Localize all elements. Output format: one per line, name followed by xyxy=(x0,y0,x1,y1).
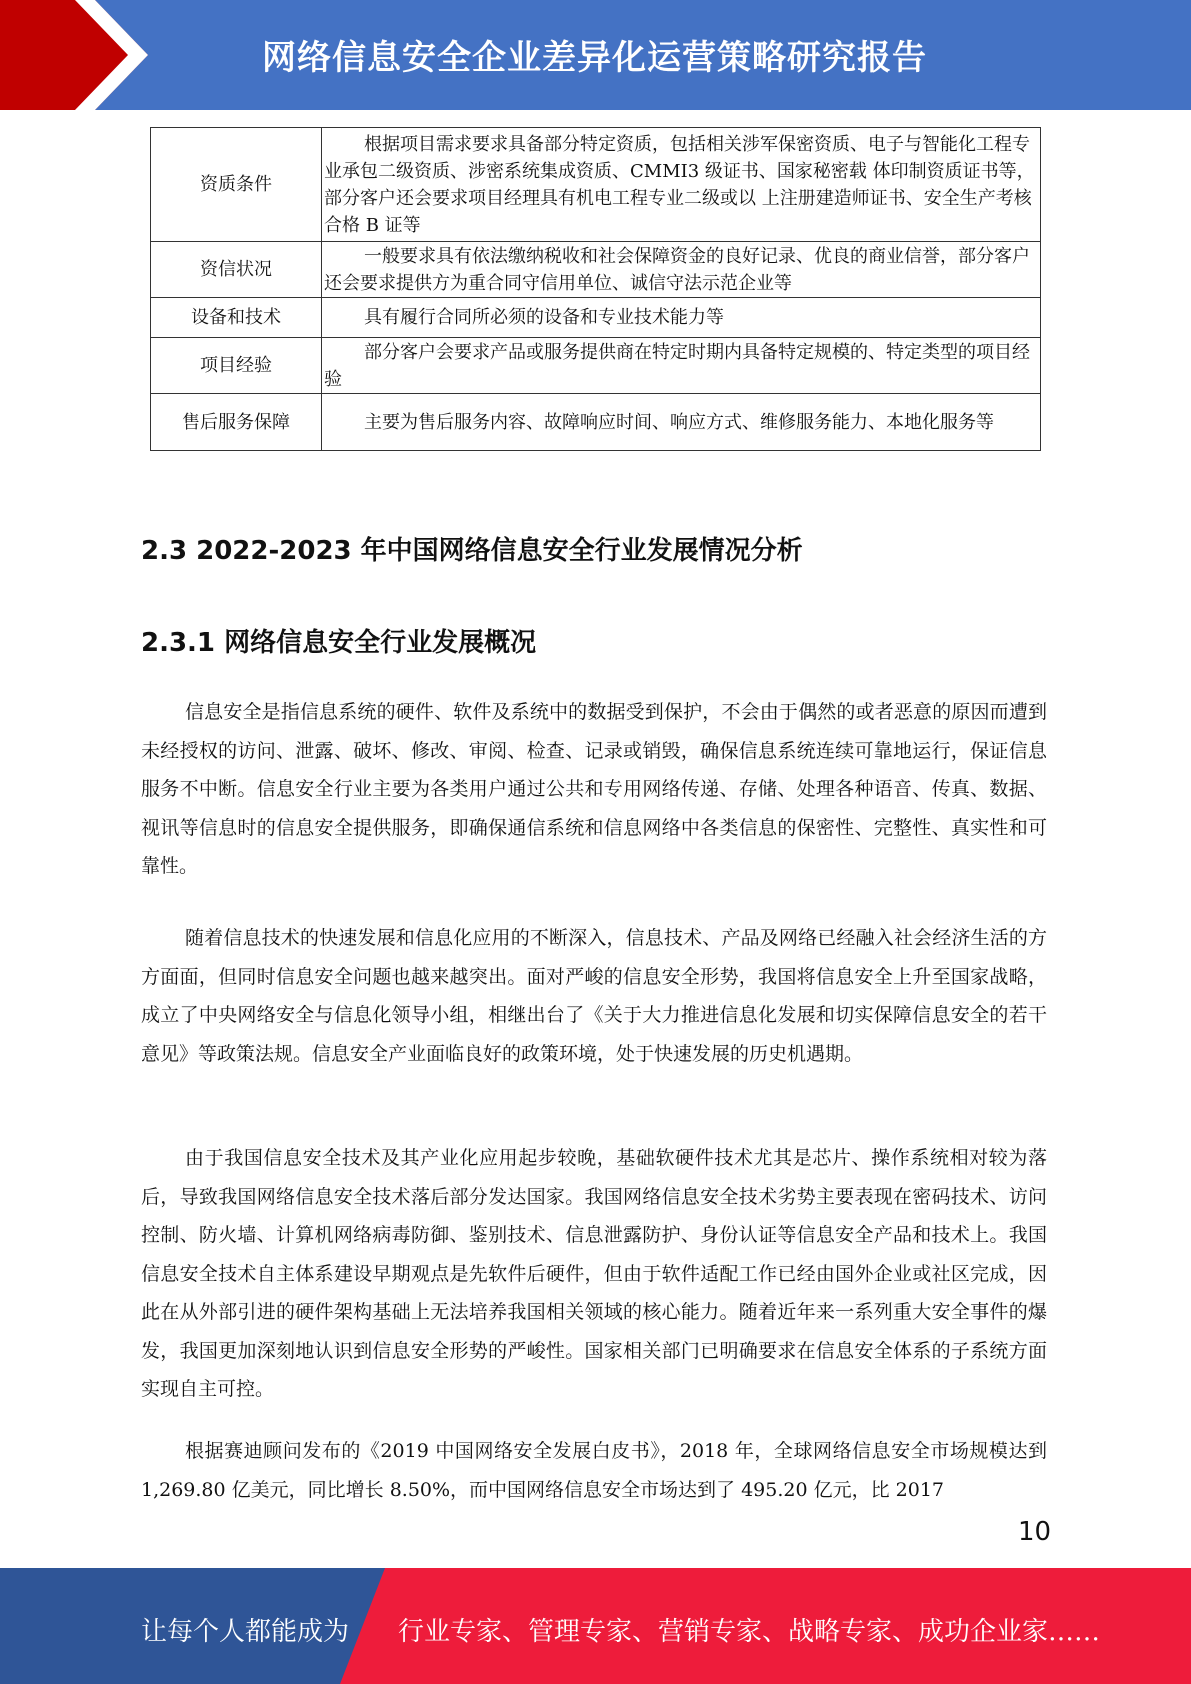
report-title: 网络信息安全企业差异化运营策略研究报告 xyxy=(262,38,927,78)
body-paragraph: 信息安全是指信息系统的硬件、软件及系统中的数据受到保护，不会由于偶然的或者恶意的原因而遭到未经授权的访问、泄露、破坏、修改、审阅、检查、记录或销毁，确保信息系统连续可靠地运行，保证信息服务不中断。信息安全行业主要为各类用户通过公共和专用网络传递、存储、处理各种语音、传真、数据、视讯等信息时的信息安全提供服务，即确保通信系统和信息网络中各类信息的保密性、完整性、真实性和可靠性。 xyxy=(141,701,1047,877)
table-cell-text: 部分客户会要求产品或服务提供商在特定时期内具备特定规模的、特定类型的项目经验 xyxy=(322,338,1041,394)
table-cell-label: 设备和技术 xyxy=(151,298,322,338)
page-number: 10 xyxy=(1018,1517,1052,1547)
table-cell-text: 根据项目需求要求具备部分特定资质，包括相关涉军保密资质、电子与智能化工程专业承包二级资质、涉密系统集成资质、CMMI3 级证书、国家秘密载 体印制资质证书等，部分客户还会要求项目经理具有机电工程专业二级或以 上注册建造师证书、安全生产考核合格 B 证等 xyxy=(322,128,1041,242)
table-cell-text: 具有履行合同所必须的设备和专业技术能力等 xyxy=(322,298,1041,338)
table-row xyxy=(151,298,1041,338)
section-heading: 2.3 2022-2023 年中国网络信息安全行业发展情况分析 xyxy=(141,536,803,566)
table-cell-label: 项目经验 xyxy=(151,338,322,394)
table-row xyxy=(151,338,1041,394)
body-paragraph: 随着信息技术的快速发展和信息化应用的不断深入，信息技术、产品及网络已经融入社会经济生活的方方面面，但同时信息安全问题也越来越突出。面对严峻的信息安全形势，我国将信息安全上升至国家战略，成立了中央网络安全与信息化领导小组，相继出台了《关于大力推进信息化发展和切实保障信息安全的若干意见》等政策法规。信息安全产业面临良好的政策环境，处于快速发展的历史机遇期。 xyxy=(141,927,1047,1065)
body-paragraph: 由于我国信息安全技术及其产业化应用起步较晚，基础软硬件技术尤其是芯片、操作系统相对较为落后，导致我国网络信息安全技术落后部分发达国家。我国网络信息安全技术劣势主要表现在密码技术、访问控制、防火墙、计算机网络病毒防御、鉴别技术、信息泄露防护、身份认证等信息安全产品和技术上。我国信息安全技术自主体系建设早期观点是先软件后硬件，但由于软件适配工作已经由国外企业或社区完成，因此在从外部引进的硬件架构基础上无法培养我国相关领域的核心能力。随着近年来一系列重大安全事件的爆发，我国更加深刻地认识到信息安全形势的严峻性。国家相关部门已明确要求在信息安全体系的子系统方面实现自主可控。 xyxy=(141,1147,1047,1400)
red-arrow-chevron-icon xyxy=(0,0,300,110)
table-row xyxy=(151,128,1041,242)
table-cell-text: 主要为售后服务内容、故障响应时间、响应方式、维修服务能力、本地化服务等 xyxy=(322,394,1041,451)
table-cell-text: 一般要求具有依法缴纳税收和社会保障资金的良好记录、优良的商业信誉，部分客户还会要求提供方为重合同守信用单位、诚信守法示范企业等 xyxy=(322,242,1041,298)
page-footer-banner xyxy=(0,1568,1191,1684)
table-cell-label: 资质条件 xyxy=(151,128,322,242)
requirements-table xyxy=(150,127,1041,451)
body-paragraph: 根据赛迪顾问发布的《2019 中国网络安全发展白皮书》，2018 年，全球网络信息安全市场规模达到 1,269.80 亿美元，同比增长 8.50%，而中国网络信息安全市场达到了 495.20 亿元，比 2017 xyxy=(141,1440,1047,1501)
table-row xyxy=(151,242,1041,298)
subsection-heading: 2.3.1 网络信息安全行业发展概况 xyxy=(141,628,537,658)
table-cell-label: 资信状况 xyxy=(151,242,322,298)
footer-slogan-right: 行业专家、管理专家、营销专家、战略专家、成功企业家…… xyxy=(398,1617,1101,1647)
table-cell-label: 售后服务保障 xyxy=(151,394,322,451)
page-header-banner xyxy=(0,0,1191,110)
footer-slogan-left: 让每个人都能成为 xyxy=(141,1617,350,1647)
table-row xyxy=(151,394,1041,451)
